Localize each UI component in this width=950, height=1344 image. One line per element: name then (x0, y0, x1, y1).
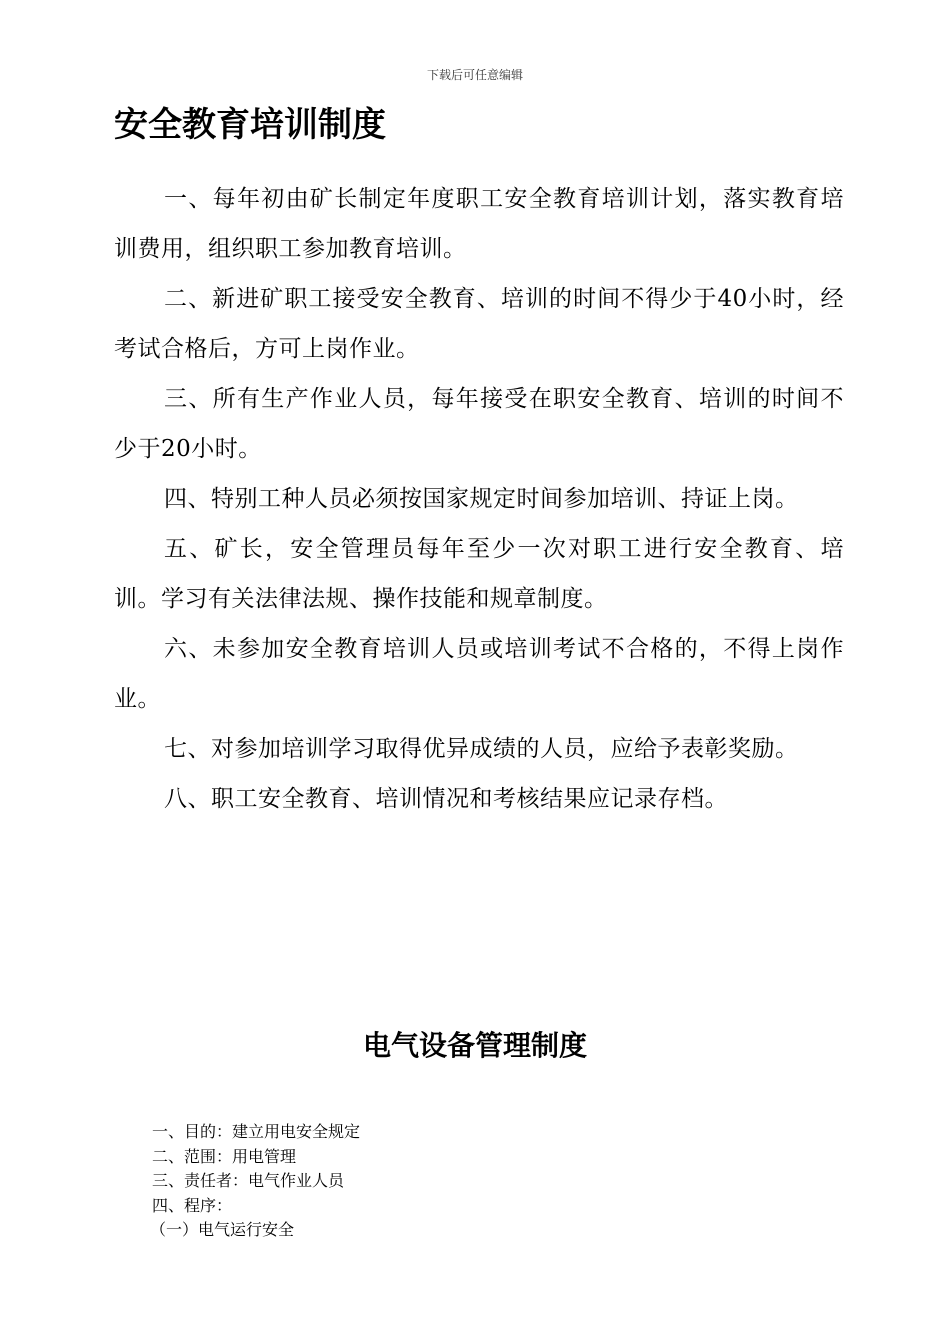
clause-4: 四、特别工种人员必须按国家规定时间参加培训、持证上岗。 (164, 486, 799, 512)
clause-5: 五、矿长，安全管理员每年至少一次对职工进行安全教育、培训。学习有关法律法规、操作技能和规章制度。 (114, 536, 844, 612)
section-item-scope: 二、范围：用电管理 (152, 1146, 297, 1166)
section-item-responsible: 三、责任者：电气作业人员 (152, 1171, 345, 1190)
clause-list (114, 174, 844, 824)
header-note: 下载后可任意编辑 (426, 68, 523, 82)
document-title: 安全教育培训制度 (114, 105, 386, 145)
clause-8: 八、职工安全教育、培训情况和考核结果应记录存档。 (164, 786, 728, 812)
section-item-procedure: 四、程序： (152, 1195, 233, 1215)
clause-1: 一、每年初由矿长制定年度职工安全教育培训计划，落实教育培训费用，组织职工参加教育培训。 (114, 186, 844, 262)
clause-6: 六、未参加安全教育培训人员或培训考试不合格的，不得上岗作业。 (114, 636, 844, 712)
section-subitem-operation-safety: （一）电气运行安全 (150, 1220, 295, 1239)
section-item-purpose: 一、目的：建立用电安全规定 (152, 1122, 361, 1141)
clause-3: 三、所有生产作业人员，每年接受在职安全教育、培训的时间不少于20小时。 (114, 386, 844, 462)
clause-7: 七、对参加培训学习取得优异成绩的人员，应给予表彰奖励。 (164, 736, 799, 762)
section-title: 电气设备管理制度 (362, 1029, 587, 1062)
clause-2: 二、新进矿职工接受安全教育、培训的时间不得少于40小时，经考试合格后，方可上岗作业。 (114, 286, 844, 362)
section-item-list (152, 1120, 752, 1243)
